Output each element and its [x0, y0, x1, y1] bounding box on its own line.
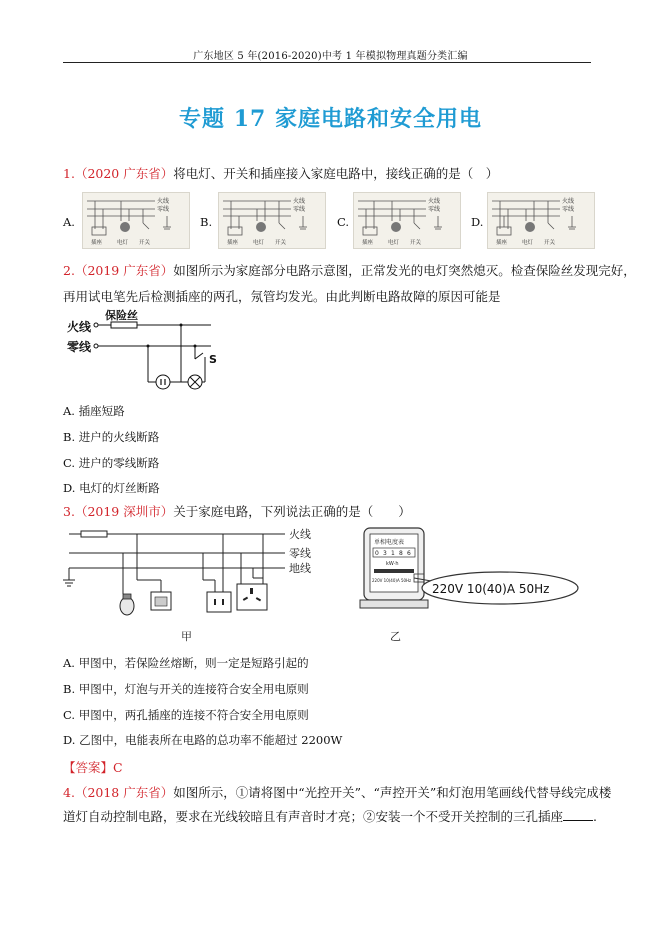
q1-number: 1. [63, 166, 75, 181]
q1-c-part-lamp: 电灯 [388, 240, 400, 246]
q3-option-c: C. 甲图中，两孔插座的连接不符合安全用电原则 [63, 708, 309, 722]
q1-option-c-diagram [353, 192, 461, 249]
q2-switch-label: S [209, 353, 217, 366]
header-divider [63, 62, 591, 63]
q1-d-part-socket: 插座 [496, 240, 508, 246]
q2-stem-line2: 再用试电笔先后检测插座的两孔，氖管均发光。由此判断电路故障的原因可能是 [63, 289, 501, 304]
q2-option-d: D. 电灯的灯丝断路 [63, 481, 160, 495]
q1-c-part-switch: 开关 [410, 240, 422, 246]
q2-text-line1: 如图所示为家庭部分电路示意图，正常发光的电灯突然熄灭。检查保险丝发现完好， [173, 263, 636, 278]
q1-option-c-label: C. [337, 215, 350, 229]
q1-a-part-socket: 插座 [91, 240, 103, 246]
q3-source: （2019 深圳市） [74, 504, 174, 519]
q4-text-line2-end: . [593, 809, 597, 824]
q2-option-b: B. 进户的火线断路 [63, 430, 160, 444]
q1-b-part-lamp: 电灯 [253, 240, 265, 246]
meter-digit-3: 8 [399, 550, 403, 557]
q1-option-d-diagram [487, 192, 595, 249]
q3-stem [63, 505, 411, 519]
q1-text: 将电灯、开关和插座接入家庭电路中，接线正确的是（ ） [173, 166, 499, 181]
meter-small-rating: 220V 10(40)A 50Hz [372, 578, 412, 583]
q3-answer-label: 【答案】 [63, 760, 114, 775]
q3-two-hole-socket-icon [207, 592, 231, 612]
q4-stem-line2 [63, 810, 597, 824]
q4-text-line1: 如图所示，①请将图中“光控开关”、“声控开关”和灯泡用笔画线代替导线完成楼 [173, 785, 612, 800]
switch-s-icon [195, 353, 203, 359]
q1-a-part-lamp: 电灯 [117, 240, 129, 246]
q1-b-fire-label: 火线 [293, 198, 306, 205]
q2-fire-label: 火线 [67, 320, 92, 334]
q3-number: 3. [63, 504, 75, 519]
q3-zero-label: 零线 [289, 547, 311, 560]
q1-option-d-label: D. [471, 215, 484, 229]
q1-c-zero-label: 零线 [428, 206, 441, 213]
q3-three-hole-socket-icon [237, 584, 267, 610]
q1-option-a-diagram [82, 192, 190, 249]
q1-b-part-socket: 插座 [227, 240, 239, 246]
q1-option-a-label: A. [63, 215, 75, 229]
q1-stem [63, 167, 498, 181]
q3-option-a: A. 甲图中，若保险丝熔断，则一定是短路引起的 [63, 656, 309, 670]
q2-source: （2019 广东省） [74, 263, 174, 278]
q2-fuse-label: 保险丝 [105, 309, 138, 322]
meter-unit: kW·h [386, 561, 399, 567]
q3-answer-value: C [113, 760, 123, 775]
q3-option-d: D. 乙图中，电能表所在电路的总功率不能超过 2200W [63, 733, 343, 747]
q3-fig-jia [63, 524, 328, 646]
fuse-icon [111, 322, 137, 328]
q4-number: 4. [63, 785, 75, 800]
meter-digit-1: 3 [383, 550, 387, 557]
q4-text-line2: 道灯自动控制电路，要求在光线较暗且有声音时才亮；②安装一个不受开关控制的三孔插座 [63, 809, 564, 824]
q3-ground-label: 地线 [289, 562, 311, 575]
q3-option-b: B. 甲图中，灯泡与开关的连接符合安全用电原则 [63, 682, 309, 696]
q1-b-bulb-icon [256, 222, 266, 232]
q1-a-zero-label: 零线 [157, 206, 170, 213]
q1-source: （2020 广东省） [74, 166, 174, 181]
q2-option-a: A. 插座短路 [63, 404, 125, 418]
q3-bulb-icon [120, 597, 134, 615]
socket-icon [156, 375, 170, 389]
meter-digit-2: 1 [391, 550, 395, 557]
q2-option-c: C. 进户的零线断路 [63, 456, 160, 470]
q3-caption-jia: 甲 [181, 630, 192, 643]
q1-c-fire-label: 火线 [428, 198, 441, 205]
meter-digit-0: 0 [375, 550, 379, 557]
q1-a-fire-label: 火线 [157, 198, 170, 205]
q3-fire-label: 火线 [289, 528, 311, 541]
q4-stem-line1 [63, 786, 611, 800]
q1-d-fire-label: 火线 [562, 198, 575, 205]
q1-c-part-socket: 插座 [362, 240, 374, 246]
q1-c-bulb-icon [391, 222, 401, 232]
q3-fig-yi [350, 524, 596, 646]
q1-d-zero-label: 零线 [562, 206, 575, 213]
q2-zero-label: 零线 [67, 340, 92, 354]
q3-answer [63, 758, 123, 776]
q3-caption-yi: 乙 [390, 630, 401, 643]
q1-option-b-label: B. [200, 215, 213, 229]
q1-option-b-diagram [218, 192, 326, 249]
q1-d-part-lamp: 电灯 [522, 240, 534, 246]
q2-circuit-diagram [63, 305, 233, 395]
q1-a-part-switch: 开关 [139, 240, 151, 246]
q3-text: 关于家庭电路，下列说法正确的是（ ） [173, 504, 411, 519]
meter-title: 单相电度表 [374, 539, 405, 546]
q1-b-part-switch: 开关 [275, 240, 287, 246]
meter-digit-4: 6 [407, 550, 411, 557]
page-header: 广东地区 5 年(2016-2020)中考 1 年模拟物理真题分类汇编 [193, 51, 468, 62]
q1-d-bulb-icon [525, 222, 535, 232]
q4-answer-blank[interactable] [563, 810, 593, 821]
q1-b-zero-label: 零线 [293, 206, 306, 213]
meter-callout-text: 220V 10(40)A 50Hz [432, 582, 550, 596]
page-title: 专题 17 家庭电路和安全用电 [179, 106, 482, 132]
q2-stem-line1 [63, 264, 636, 278]
q1-d-part-switch: 开关 [544, 240, 556, 246]
q1-a-bulb-icon [120, 222, 130, 232]
q2-number: 2. [63, 263, 75, 278]
q3-fuse-icon [81, 531, 107, 537]
q4-source: （2018 广东省） [74, 785, 174, 800]
